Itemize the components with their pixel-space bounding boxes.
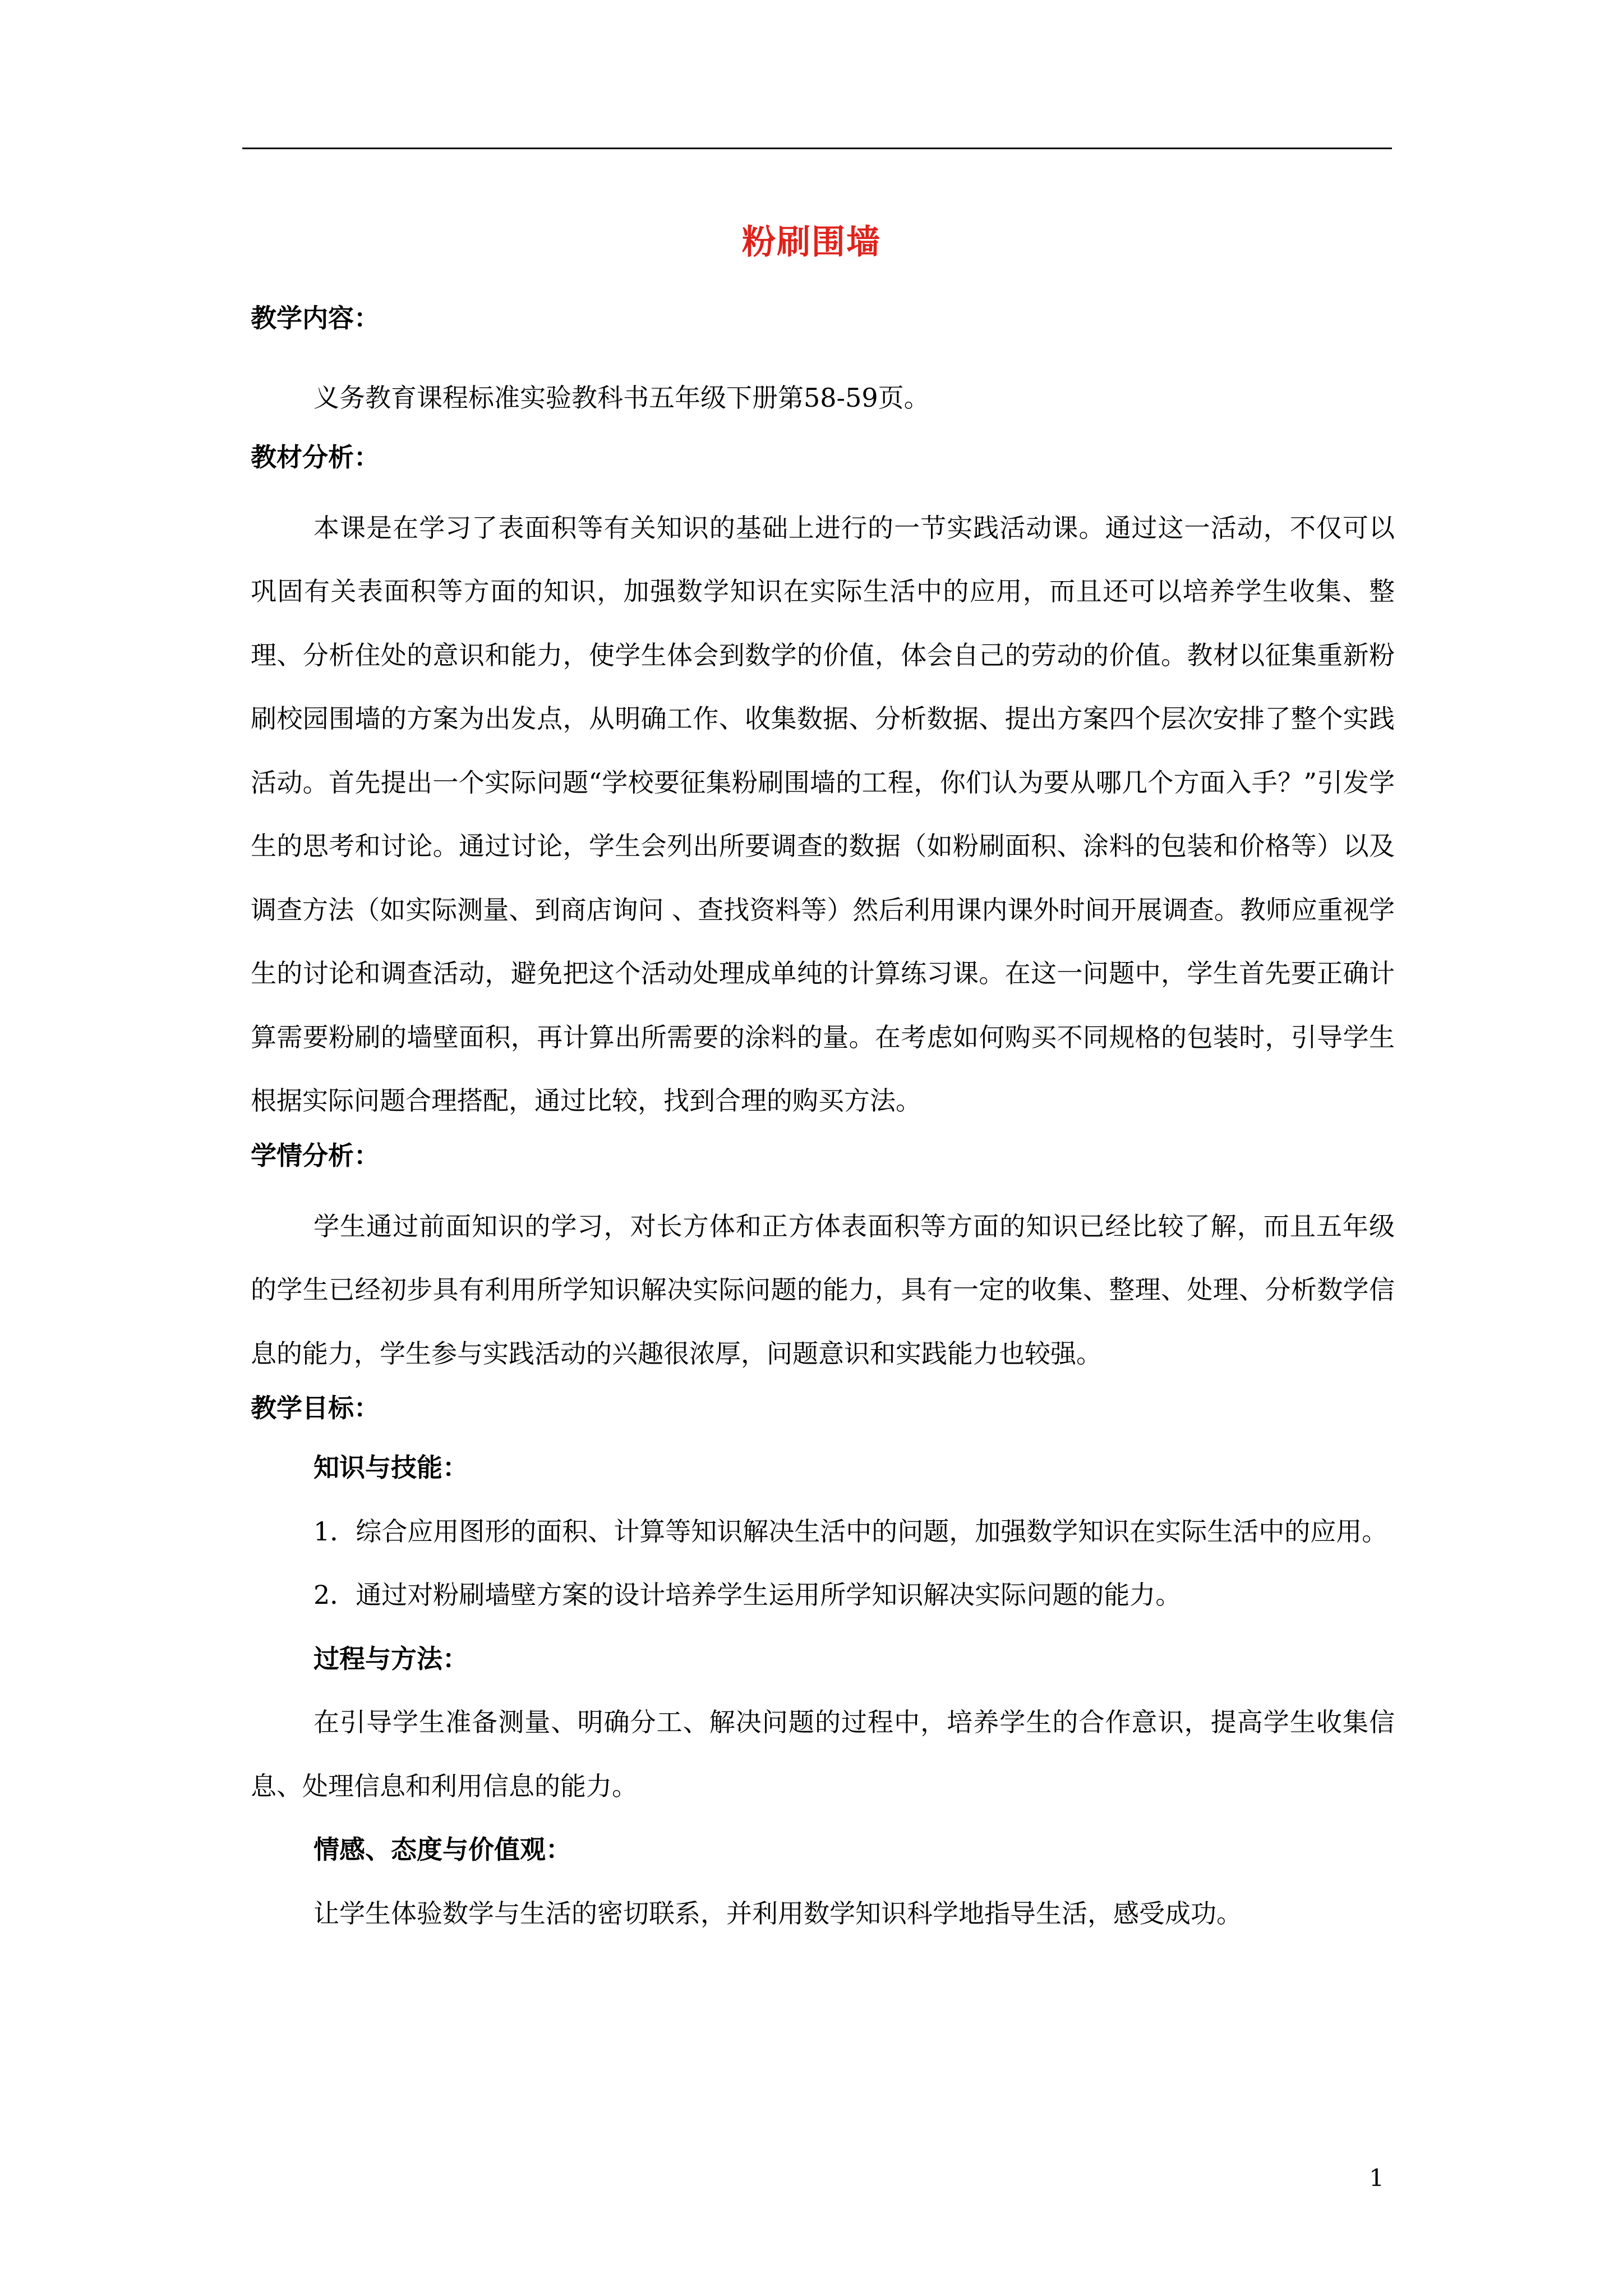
section-heading-content: 教学内容：	[251, 303, 380, 333]
document-title: 粉刷围墙	[742, 223, 881, 262]
material-paragraph: 本课是在学习了表面积等有关知识的基础上进行的一节实践活动课。通过这一活动，不仅可以巩固有关表面积等方面的知识，加强数学知识在实际生活中的应用，而且还可以培养学生收集、整理、分析住处的意识和能力，使学生体会到数学的价值，体会自己的劳动的价值。教材以征集重新粉刷校园围墙的方案为出发点，从明确工作、收集数据、分析数据、提出方案四个层次安排了整个实践活动。首先提出一个实际问题“学校要征集粉刷围墙的工程，你们认为要从哪几个方面入手？”引发学生的思考和讨论。通过讨论，学生会列出所要调查的数据（如粉刷面积、涂料的包装和价格等）以及调查方法（如实际测量、到商店询问 、查找资料等）然后利用课内课外时间开展调查。教师应重视学生的讨论和调查活动，避免把这个活动处理成单纯的计算练习课。在这一问题中，学生首先要正确计算需要粉刷的墙壁面积，再计算出所需要的涂料的量。在考虑如何购买不同规格的包装时，引导学生根据实际问题合理搭配，通过比较，找到合理的购买方法。	[251, 512, 1395, 1116]
knowledge-item-2: 2．通过对粉刷墙壁方案的设计培养学生运用所学知识解决实际问题的能力。	[313, 1580, 1182, 1610]
page-number: 1	[1369, 2164, 1384, 2192]
subheading-process: 过程与方法：	[313, 1643, 468, 1674]
process-paragraph: 在引导学生准备测量、明确分工、解决问题的过程中，培养学生的合作意识，提高学生收集信息、处理信息和利用信息的能力。	[251, 1707, 1395, 1801]
document-body	[251, 300, 1395, 1945]
subheading-knowledge: 知识与技能：	[313, 1452, 468, 1483]
knowledge-item-1: 1．综合应用图形的面积、计算等知识解决生活中的问题，加强数学知识在实际生活中的应用。	[313, 1516, 1388, 1547]
section-heading-students: 学情分析：	[251, 1140, 380, 1171]
content-paragraph: 义务教育课程标准实验教科书五年级下册第58-59页。	[313, 383, 930, 413]
emotion-paragraph: 让学生体验数学与生活的密切联系，并利用数学知识科学地指导生活，感受成功。	[313, 1898, 1242, 1929]
subheading-emotion: 情感、态度与价值观：	[313, 1834, 571, 1865]
students-paragraph: 学生通过前面知识的学习，对长方体和正方体表面积等方面的知识已经比较了解，而且五年级的学生已经初步具有利用所学知识解决实际问题的能力，具有一定的收集、整理、处理、分析数学信息的能力，学生参与实践活动的兴趣很浓厚，问题意识和实践能力也较强。	[251, 1211, 1395, 1369]
section-heading-material: 教材分析：	[251, 441, 380, 472]
section-heading-goals: 教学目标：	[251, 1393, 380, 1423]
header-rule	[242, 148, 1392, 149]
